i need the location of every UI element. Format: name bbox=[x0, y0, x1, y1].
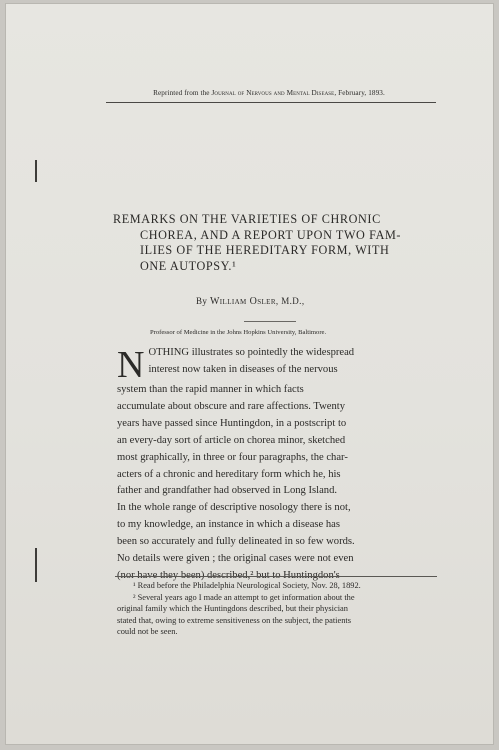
footnote-rule bbox=[115, 576, 437, 577]
body-paragraph bbox=[117, 345, 437, 585]
footnote-line: ² Several years ago I made an attempt to get information about the bbox=[133, 592, 355, 602]
binding-mark bbox=[35, 548, 37, 582]
author-name: William Osler bbox=[209, 296, 276, 307]
body-line: an every-day sort of article on chorea minor, sketched bbox=[117, 434, 346, 446]
byline-rule bbox=[244, 321, 296, 322]
author-byline bbox=[196, 296, 304, 307]
body-line: to my knowledge, an instance in which a disease has bbox=[117, 519, 340, 531]
footnote-line: stated that, owing to extreme sensitiveness on the subject, the patients bbox=[117, 615, 351, 625]
body-line: been so accurately and fully delineated in so few words. bbox=[117, 536, 355, 548]
drop-cap: N bbox=[117, 344, 145, 386]
body-line: most graphically, in three or four paragraphs, the char- bbox=[117, 451, 348, 463]
document-page bbox=[6, 4, 493, 744]
body-line: No details were given ; the original cases were not even bbox=[117, 553, 354, 565]
author-affiliation: Professor of Medicine in the Johns Hopkins University, Baltimore. bbox=[150, 329, 327, 336]
title-line: ILIES OF THE HEREDITARY FORM, WITH bbox=[140, 243, 390, 257]
body-line: years have passed since Huntingdon, in a postscript to bbox=[117, 417, 347, 429]
body-line: system than the rapid manner in which facts bbox=[117, 384, 304, 395]
journal-name: Journal of Nervous and Mental Disease bbox=[211, 89, 335, 97]
footnote-line: ¹ Read before the Philadelphia Neurological Society, Nov. 28, 1892. bbox=[133, 581, 361, 590]
header-prefix: Reprinted from the bbox=[153, 89, 212, 97]
header-rule bbox=[106, 102, 436, 103]
title-line: CHOREA, AND A REPORT UPON TWO FAM- bbox=[140, 227, 402, 242]
body-line: (nor have they been) described,² but to Huntingdon's bbox=[117, 569, 340, 581]
footnote-line: could not be seen. bbox=[117, 627, 178, 637]
body-line: accumulate about obscure and rare affections. Twenty bbox=[117, 400, 346, 412]
binding-mark bbox=[35, 160, 37, 182]
byline-by: By bbox=[196, 296, 210, 306]
article-title bbox=[113, 212, 433, 274]
footnotes bbox=[117, 580, 439, 638]
body-line: OTHING illustrates so pointedly the widespread bbox=[148, 347, 355, 358]
footnote-line: original family which the Huntingdons described, but their physician bbox=[117, 604, 348, 614]
title-line: ONE AUTOPSY.¹ bbox=[140, 258, 237, 273]
author-degree: , M.D., bbox=[275, 296, 305, 306]
body-line: acters of a chronic and hereditary form which he, his bbox=[117, 468, 341, 480]
header-suffix: , February, 1893. bbox=[334, 89, 385, 97]
body-line: In the whole range of descriptive nosology there is not, bbox=[117, 502, 351, 514]
body-line: interest now taken in diseases of the nervous bbox=[148, 363, 338, 375]
body-line: father and grandfather had observed in Long Island. bbox=[117, 485, 338, 497]
title-line: REMARKS ON THE VARIETIES OF CHRONIC bbox=[113, 212, 381, 226]
reprint-header bbox=[108, 89, 430, 97]
